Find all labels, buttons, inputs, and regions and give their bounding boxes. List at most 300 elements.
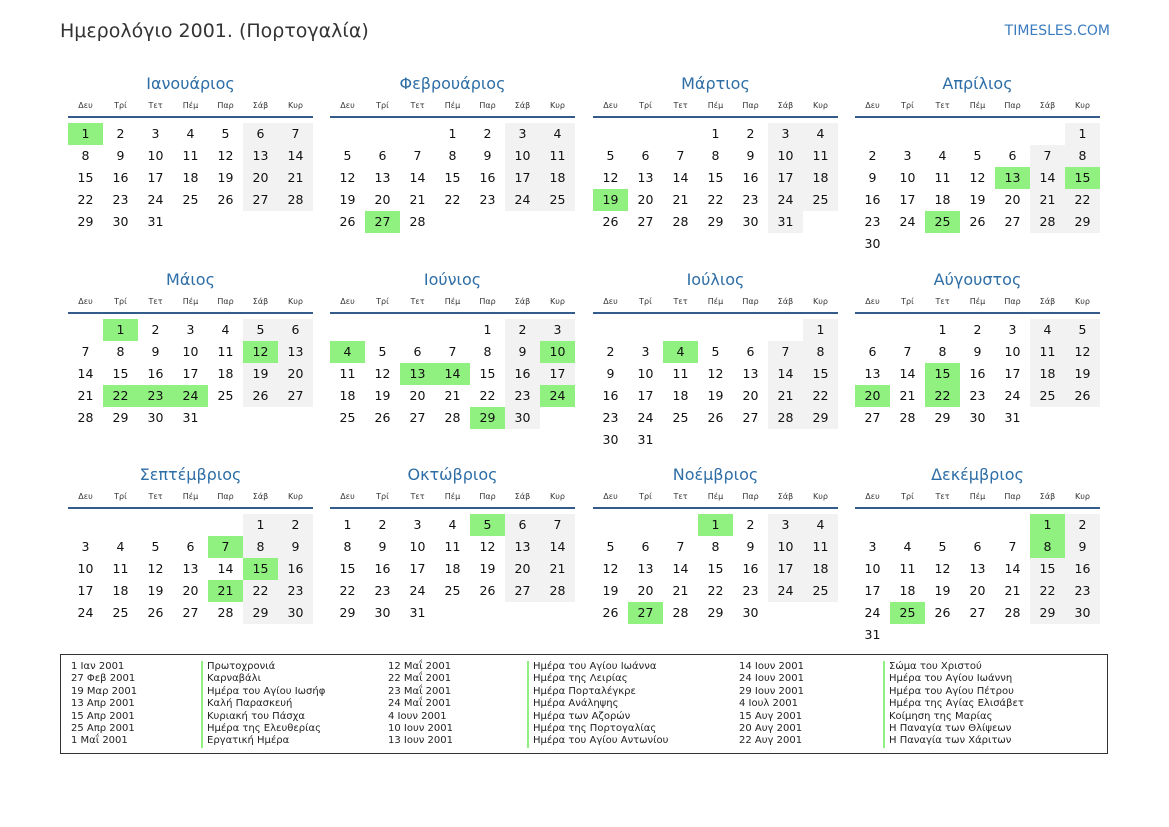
day-cell: 14 [278,145,313,167]
day-cell: 21 [278,167,313,189]
month-name: Σεπτέμβριος [139,465,242,484]
empty-cell [138,514,173,536]
empty-cell [628,514,663,536]
day-cell: 23 [278,580,313,602]
holiday-day-cell: 15 [243,558,278,580]
day-cell: 9 [606,366,615,381]
day-grid [330,509,575,624]
weekday-label: Τρί [376,492,389,501]
holiday-day-cell: 7 [208,536,243,558]
day-cell: 1 [938,322,947,337]
weekday-header [593,291,838,314]
day-cell: 22 [444,192,461,207]
day-cell: 28 [77,410,94,425]
day-cell: 12 [217,148,234,163]
day-cell: 26 [217,192,234,207]
day-cell: 25 [672,410,689,425]
holiday-day-cell: 27 [628,602,663,624]
day-cell: 6 [868,344,877,359]
day-cell: 18 [444,561,461,576]
day-cell: 3 [540,319,575,341]
day-cell: 31 [864,627,881,642]
day-cell: 16 [742,170,759,185]
weekday-label: Τρί [901,101,914,110]
holiday-name: Ημέρα του Αγίου Αντωνίου [527,735,668,747]
weekday-label: Κυρ [550,492,565,501]
holiday-day-cell: 20 [855,385,890,407]
holiday-day-cell: 14 [435,363,470,385]
empty-cell [960,514,995,536]
empty-cell [103,514,138,536]
day-cell: 4 [1030,319,1065,341]
holiday-name: Ημέρα της Ελευθερίας [201,723,325,735]
day-cell: 2 [483,126,492,141]
day-cell: 20 [505,558,540,580]
day-cell: 2 [505,319,540,341]
month-calendar [855,269,1100,429]
weekday-label: Τρί [639,492,652,501]
day-cell: 27 [409,410,426,425]
day-cell: 11 [444,539,461,554]
holiday-name: Η Παναγία των Θλίψεων [883,723,1024,735]
holiday-name: Ημέρα της Αγίας Ελισάβετ [883,698,1024,710]
day-cell: 25 [112,605,129,620]
day-cell: 18 [803,558,838,580]
day-cell: 19 [602,583,619,598]
month-calendar [68,269,313,429]
holiday-name: Εργατική Ημέρα [201,735,325,747]
holiday-day-cell: 1 [103,319,138,341]
holiday-name: Ημέρα της Πορτογαλίας [527,723,668,735]
day-cell: 28 [672,214,689,229]
weekday-label: Σάβ [252,101,269,110]
day-grid [68,509,313,624]
day-cell: 23 [505,385,540,407]
empty-cell [628,123,663,145]
day-cell: 12 [339,170,356,185]
weekday-label: Σάβ [252,492,269,501]
day-cell: 9 [151,344,160,359]
holiday-day-cell: 15 [925,363,960,385]
empty-cell [330,319,365,341]
holiday-date: 1 Μαΐ 2001 [71,735,128,747]
day-cell: 5 [606,148,615,163]
holiday-name: Πρωτοχρονιά [201,661,325,673]
day-cell: 7 [1008,539,1017,554]
holiday-date: 1 Ιαν 2001 [71,661,125,672]
day-cell: 26 [147,605,164,620]
day-cell: 29 [934,410,951,425]
day-cell: 15 [77,170,94,185]
weekday-label: Τετ [935,297,950,306]
day-cell: 9 [868,170,877,185]
day-cell: 1 [803,319,838,341]
weekday-label: Τρί [114,101,127,110]
day-grid [68,314,313,429]
day-cell: 8 [1065,145,1100,167]
day-cell: 28 [409,214,426,229]
weekday-label: Δευ [340,297,355,306]
day-cell: 7 [413,148,422,163]
day-cell: 8 [343,539,352,554]
day-cell: 10 [147,148,164,163]
day-cell: 12 [479,539,496,554]
day-cell: 24 [637,410,654,425]
day-cell: 9 [378,539,387,554]
holiday-day-cell: 4 [663,341,698,363]
day-cell: 15 [479,366,496,381]
empty-cell [663,319,698,341]
empty-cell [593,319,628,341]
day-cell: 15 [339,561,356,576]
weekday-label: Τετ [148,492,163,501]
day-cell: 3 [868,539,877,554]
weekday-label: Παρ [479,101,496,110]
day-cell: 26 [934,605,951,620]
weekday-label: Πέμ [969,297,986,306]
month-calendar [855,73,1100,255]
weekday-header [855,95,1100,118]
day-cell: 4 [803,514,838,536]
holiday-date: 20 Αυγ 2001 [739,723,803,735]
day-cell: 2 [746,517,755,532]
holiday-name: Κοίμηση της Μαρίας [883,711,1024,723]
day-cell: 13 [637,170,654,185]
empty-cell [925,514,960,536]
holiday-date: 24 Μαΐ 2001 [388,698,452,710]
holiday-date: 4 Ιουλ 2001 [739,698,798,710]
weekday-label: Σάβ [777,101,794,110]
holiday-day-cell: 1 [1030,514,1065,536]
day-cell: 17 [505,167,540,189]
day-cell: 14 [899,366,916,381]
day-cell: 10 [899,170,916,185]
day-cell: 5 [711,344,720,359]
weekday-label: Δευ [78,297,93,306]
weekday-label: Παρ [1004,297,1021,306]
day-cell: 19 [217,170,234,185]
day-cell: 15 [1030,558,1065,580]
month-name: Ιανουάριος [146,74,235,93]
day-grid [593,509,838,624]
day-cell: 14 [409,170,426,185]
day-cell: 24 [768,580,803,602]
day-cell: 8 [483,344,492,359]
day-cell: 8 [81,148,90,163]
weekday-label: Τρί [114,297,127,306]
day-cell: 17 [899,192,916,207]
day-cell: 24 [77,605,94,620]
day-cell: 4 [221,322,230,337]
day-cell: 20 [182,583,199,598]
day-cell: 21 [444,388,461,403]
day-cell: 21 [768,385,803,407]
empty-cell [435,319,470,341]
empty-cell [698,319,733,341]
day-cell: 12 [602,561,619,576]
day-cell: 2 [868,148,877,163]
day-cell: 9 [483,148,492,163]
weekday-label: Κυρ [813,297,828,306]
weekday-label: Τετ [673,492,688,501]
day-cell: 24 [899,214,916,229]
day-cell: 12 [707,366,724,381]
holiday-day-cell: 27 [365,211,400,233]
day-cell: 7 [676,148,685,163]
day-cell: 6 [973,539,982,554]
day-cell: 7 [903,344,912,359]
day-cell: 1 [343,517,352,532]
day-cell: 11 [803,145,838,167]
empty-cell [855,123,890,145]
weekday-label: Παρ [742,297,759,306]
day-cell: 29 [707,214,724,229]
day-cell: 9 [505,341,540,363]
weekday-label: Κυρ [813,492,828,501]
day-cell: 1 [711,126,720,141]
day-cell: 16 [969,366,986,381]
day-cell: 25 [803,580,838,602]
day-cell: 2 [1065,514,1100,536]
holiday-day-cell: 8 [1030,536,1065,558]
day-cell: 23 [742,192,759,207]
day-grid [593,314,838,451]
day-cell: 3 [151,126,160,141]
day-cell: 24 [505,189,540,211]
day-cell: 11 [1030,341,1065,363]
weekday-label: Δευ [78,492,93,501]
weekday-label: Παρ [217,101,234,110]
month-name: Μάρτιος [681,74,750,93]
weekday-header [330,486,575,509]
day-cell: 14 [1004,561,1021,576]
day-cell: 13 [182,561,199,576]
weekday-label: Δευ [603,101,618,110]
day-cell: 30 [374,605,391,620]
weekday-label: Πέμ [444,101,461,110]
day-cell: 4 [540,123,575,145]
day-cell: 3 [81,539,90,554]
day-cell: 31 [147,214,164,229]
day-cell: 19 [147,583,164,598]
day-cell: 17 [147,170,164,185]
weekday-label: Παρ [1004,101,1021,110]
day-cell: 4 [903,539,912,554]
page-title: Ημερολόγιο 2001. (Πορτογαλία) [60,20,369,42]
day-cell: 27 [864,410,881,425]
day-cell: 17 [637,388,654,403]
day-cell: 2 [116,126,125,141]
weekday-label: Πέμ [182,492,199,501]
weekday-label: Τετ [935,101,950,110]
holiday-day-cell: 29 [470,407,505,429]
day-cell: 21 [1004,583,1021,598]
day-cell: 17 [768,167,803,189]
day-cell: 30 [505,407,540,429]
day-cell: 6 [413,344,422,359]
day-cell: 20 [1004,192,1021,207]
month-name: Φεβρουάριος [399,74,506,93]
holiday-day-cell: 23 [138,385,173,407]
weekday-label: Δευ [865,297,880,306]
day-cell: 11 [182,148,199,163]
weekday-label: Δευ [340,101,355,110]
day-cell: 17 [409,561,426,576]
day-cell: 18 [1030,363,1065,385]
holiday-name: Ημέρα των Αζορών [527,711,668,723]
day-cell: 20 [637,192,654,207]
day-cell: 1 [1065,123,1100,145]
day-cell: 22 [803,385,838,407]
day-cell: 30 [147,410,164,425]
holiday-date: 24 Ιουν 2001 [739,673,804,685]
holiday-day-cell: 24 [540,385,575,407]
day-cell: 14 [217,561,234,576]
holiday-date: 19 Μαρ 2001 [71,685,138,697]
empty-cell [995,514,1030,536]
day-cell: 18 [803,167,838,189]
day-cell: 15 [112,366,129,381]
day-cell: 11 [540,145,575,167]
day-cell: 25 [182,192,199,207]
day-cell: 5 [1065,319,1100,341]
day-cell: 18 [112,583,129,598]
weekday-label: Σάβ [514,297,531,306]
day-cell: 20 [637,583,654,598]
day-cell: 30 [112,214,129,229]
day-cell: 12 [147,561,164,576]
weekday-label: Τετ [935,492,950,501]
day-cell: 10 [505,145,540,167]
holiday-day-cell: 5 [470,514,505,536]
weekday-label: Σάβ [1039,492,1056,501]
empty-cell [995,123,1030,145]
day-cell: 7 [676,539,685,554]
empty-cell [890,514,925,536]
day-cell: 2 [378,517,387,532]
day-cell: 19 [339,192,356,207]
day-cell: 12 [934,561,951,576]
weekday-label: Τετ [148,101,163,110]
day-cell: 24 [1004,388,1021,403]
month-name: Αύγουστος [933,270,1022,289]
holiday-date: 13 Απρ 2001 [71,698,135,710]
weekday-header [330,95,575,118]
day-cell: 9 [973,344,982,359]
day-cell: 25 [444,583,461,598]
day-cell: 5 [343,148,352,163]
day-grid [330,118,575,233]
day-cell: 25 [540,189,575,211]
site-link[interactable]: TIMESLES.COM [1004,23,1110,39]
day-cell: 13 [278,341,313,363]
day-cell: 6 [378,148,387,163]
weekday-label: Δευ [865,101,880,110]
day-grid [855,314,1100,429]
day-cell: 20 [409,388,426,403]
day-cell: 29 [243,602,278,624]
weekday-label: Σάβ [514,101,531,110]
day-cell: 6 [186,539,195,554]
day-cell: 13 [243,145,278,167]
day-cell: 13 [374,170,391,185]
day-cell: 15 [707,561,724,576]
day-cell: 16 [742,561,759,576]
empty-cell [68,514,103,536]
weekday-label: Σάβ [1039,297,1056,306]
day-cell: 22 [1030,580,1065,602]
day-cell: 6 [243,123,278,145]
holiday-day-cell: 4 [330,341,365,363]
day-cell: 13 [505,536,540,558]
month-calendar [68,73,313,233]
day-cell: 26 [243,385,278,407]
day-cell: 19 [1065,363,1100,385]
day-cell: 16 [505,363,540,385]
day-cell: 17 [540,363,575,385]
holiday-name-column [201,661,325,748]
holiday-name: Ημέρα του Αγίου Ιωάννη [883,673,1024,685]
day-cell: 3 [505,123,540,145]
day-cell: 21 [1030,189,1065,211]
weekday-header [593,95,838,118]
day-grid [330,314,575,429]
day-cell: 13 [969,561,986,576]
day-cell: 10 [1004,344,1021,359]
day-cell: 21 [540,558,575,580]
day-cell: 10 [768,536,803,558]
weekday-label: Παρ [479,492,496,501]
holiday-name-column [883,661,1024,748]
day-cell: 21 [77,388,94,403]
day-cell: 28 [217,605,234,620]
empty-cell [400,123,435,145]
month-calendar [593,269,838,451]
day-cell: 20 [278,363,313,385]
day-cell: 24 [409,583,426,598]
day-cell: 14 [1030,167,1065,189]
empty-cell [330,123,365,145]
weekday-label: Πέμ [444,492,461,501]
day-cell: 27 [505,580,540,602]
day-cell: 22 [707,192,724,207]
day-cell: 21 [672,192,689,207]
holiday-day-cell: 13 [400,363,435,385]
weekday-label: Τρί [901,297,914,306]
day-cell: 6 [641,539,650,554]
day-cell: 27 [742,410,759,425]
day-cell: 14 [672,170,689,185]
weekday-header [68,486,313,509]
day-cell: 4 [186,126,195,141]
day-cell: 3 [903,148,912,163]
empty-cell [960,123,995,145]
day-cell: 3 [768,123,803,145]
day-cell: 18 [339,388,356,403]
day-cell: 5 [938,539,947,554]
weekday-header [330,291,575,314]
holiday-name: Ημέρα Πορταλέγκρε [527,686,668,698]
day-cell: 30 [602,432,619,447]
day-cell: 6 [641,148,650,163]
weekday-label: Δευ [865,492,880,501]
holiday-date: 14 Ιουν 2001 [739,661,804,672]
day-cell: 15 [803,363,838,385]
holiday-day-cell: 25 [925,211,960,233]
day-cell: 22 [339,583,356,598]
holiday-date: 10 Ιουν 2001 [388,723,453,735]
holiday-day-cell: 1 [68,123,103,145]
